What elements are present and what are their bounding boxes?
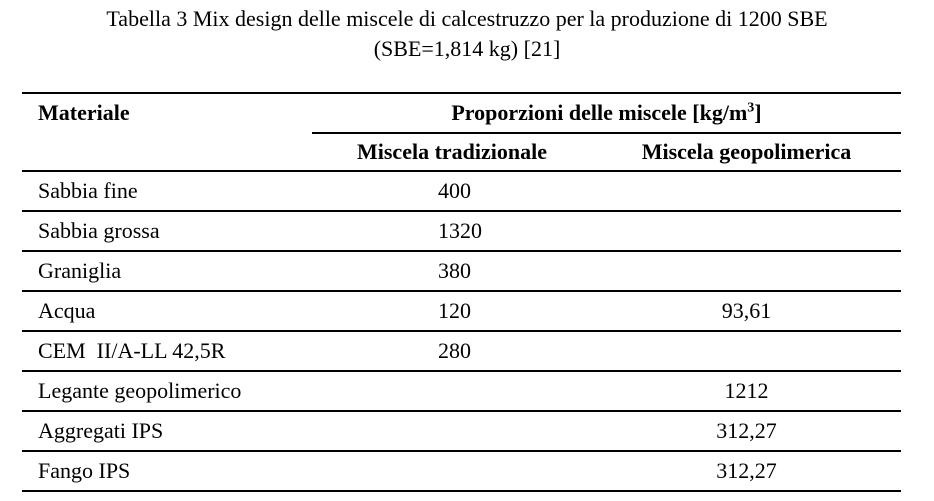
header-geopolymer: Miscela geopolimerica — [641, 139, 852, 164]
cell-material: Fango IPS — [22, 451, 312, 491]
table-row — [22, 331, 901, 371]
table-row — [22, 171, 901, 211]
caption-line-2: (SBE=1,814 kg) [21] — [373, 36, 561, 61]
header-proportions-text: Proporzioni delle miscele [kg/m — [451, 100, 748, 125]
header-row-1 — [22, 93, 901, 133]
cell-geopolymer — [592, 171, 901, 211]
cell-traditional: 380 — [312, 251, 592, 291]
table-row — [22, 451, 901, 491]
table-row — [22, 411, 901, 451]
cell-geopolymer — [592, 251, 901, 291]
table-row — [22, 211, 901, 251]
cell-material: Legante geopolimerico — [22, 371, 312, 411]
cell-material: Acqua — [22, 291, 312, 331]
header-proportions-close: ] — [754, 100, 762, 125]
cell-traditional — [312, 371, 592, 411]
table-row — [22, 371, 901, 411]
header-proportions — [312, 93, 901, 133]
table-row — [22, 251, 901, 291]
table-row — [22, 291, 901, 331]
cell-material: CEM II/A-LL 42,5R — [22, 331, 312, 371]
header-proportions-exponent: 3 — [747, 100, 755, 116]
cell-traditional: 120 — [312, 291, 592, 331]
cell-material: Aggregati IPS — [22, 411, 312, 451]
table-caption — [0, 4, 934, 64]
cell-geopolymer — [592, 331, 901, 371]
cell-geopolymer: 312,27 — [592, 451, 901, 491]
cell-material: Sabbia fine — [22, 171, 312, 211]
cell-geopolymer: 93,61 — [592, 291, 901, 331]
cell-traditional: 400 — [312, 171, 592, 211]
caption-line-1: Tabella 3 Mix design delle miscele di calcestruzzo per la produzione di 1200 SBE — [106, 6, 828, 31]
cell-traditional — [312, 451, 592, 491]
mix-design-table-container — [22, 92, 901, 492]
cell-traditional: 1320 — [312, 211, 592, 251]
cell-material: Graniglia — [22, 251, 312, 291]
header-traditional: Miscela tradizionale — [356, 139, 547, 164]
header-material: Materiale — [22, 93, 312, 171]
cell-geopolymer: 312,27 — [592, 411, 901, 451]
cell-material: Sabbia grossa — [22, 211, 312, 251]
mix-design-table — [22, 92, 901, 492]
cell-geopolymer — [592, 211, 901, 251]
cell-geopolymer: 1212 — [592, 371, 901, 411]
cell-traditional — [312, 411, 592, 451]
cell-traditional: 280 — [312, 331, 592, 371]
